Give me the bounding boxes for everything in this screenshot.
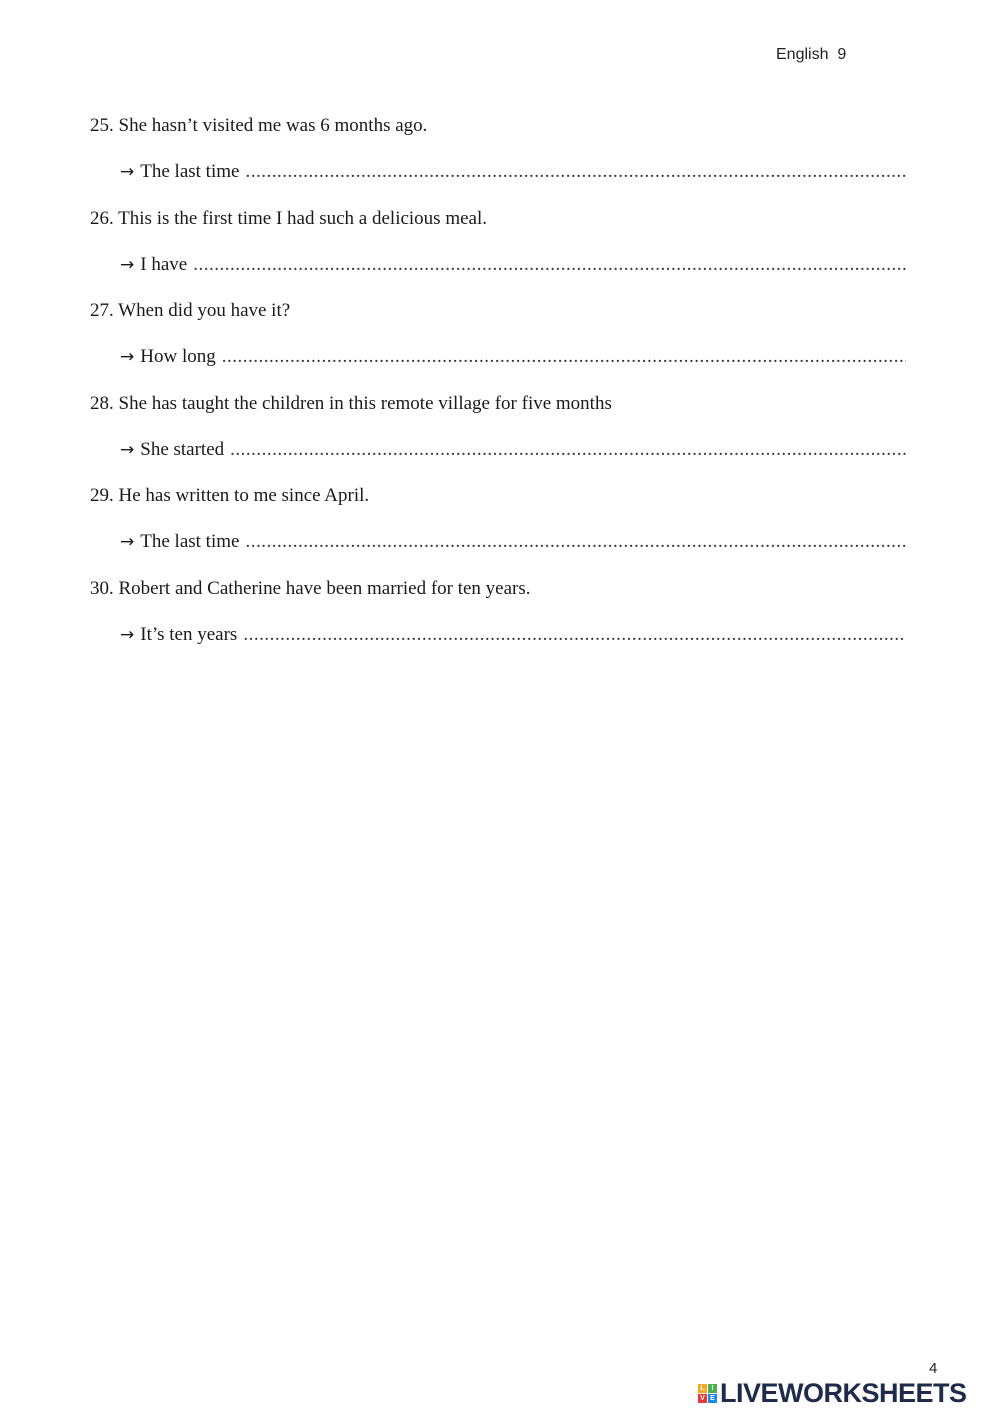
question-text — [90, 206, 487, 232]
arrow-right-icon: → — [120, 347, 135, 367]
answer-blank[interactable] — [245, 529, 906, 555]
answer-prompt: How long — [140, 346, 216, 367]
question-sentence: She has taught the children in this remote village for five months — [118, 392, 612, 414]
question-number: 30. — [90, 577, 114, 599]
arrow-right-icon: → — [120, 532, 135, 552]
logo-mark-letter: V — [698, 1394, 707, 1403]
question-sentence: She hasn’t visited me was 6 months ago. — [118, 115, 428, 136]
logo-mark-letter: E — [708, 1394, 717, 1403]
logo-mark-letter: L — [698, 1384, 707, 1393]
question-30 — [90, 576, 906, 669]
question-number: 25. — [90, 115, 114, 136]
arrow-right-icon: → — [120, 624, 135, 645]
answer-row — [120, 622, 906, 648]
answer-blank[interactable] — [193, 252, 906, 278]
question-26 — [90, 206, 906, 299]
arrow-right-icon: → — [120, 439, 135, 460]
question-text — [90, 113, 427, 139]
answer-row — [120, 159, 906, 185]
page-number: 4 — [929, 1360, 938, 1377]
question-27 — [90, 298, 906, 391]
question-number: 26. — [90, 207, 114, 229]
answer-blank[interactable] — [222, 344, 906, 370]
answer-prompt: I have — [140, 253, 188, 275]
question-sentence: Robert and Catherine have been married for ten years. — [118, 577, 531, 599]
logo-text: LIVEWORKSHEETS — [720, 1377, 967, 1408]
question-text — [90, 298, 290, 324]
question-sentence: When did you have it? — [118, 300, 291, 321]
question-number: 27. — [90, 300, 114, 321]
logo-mark-letter: I — [708, 1384, 717, 1393]
question-text — [90, 391, 612, 417]
answer-row — [120, 437, 906, 463]
question-text — [90, 483, 369, 509]
liveworksheets-logo[interactable] — [698, 1378, 967, 1408]
question-sentence: This is the first time I had such a delicious meal. — [118, 207, 488, 229]
arrow-right-icon: → — [120, 162, 135, 182]
questions-list — [90, 113, 906, 668]
question-text — [90, 576, 531, 602]
answer-prompt: It’s ten years — [140, 623, 238, 645]
answer-row — [120, 252, 906, 278]
answer-prompt: The last time — [140, 531, 240, 552]
question-29 — [90, 483, 906, 576]
page-header-subject: English 9 — [776, 46, 847, 63]
arrow-right-icon: → — [120, 254, 135, 275]
question-25 — [90, 113, 906, 206]
question-number: 28. — [90, 392, 114, 414]
answer-row — [120, 344, 906, 370]
question-28 — [90, 391, 906, 484]
logo-mark-icon — [698, 1384, 717, 1403]
question-number: 29. — [90, 485, 114, 506]
question-sentence: He has written to me since April. — [118, 485, 370, 506]
answer-prompt: She started — [140, 438, 225, 460]
answer-blank[interactable] — [230, 437, 906, 463]
answer-row — [120, 529, 906, 555]
answer-blank[interactable] — [243, 622, 906, 648]
answer-prompt: The last time — [140, 161, 240, 182]
answer-blank[interactable] — [245, 159, 906, 185]
